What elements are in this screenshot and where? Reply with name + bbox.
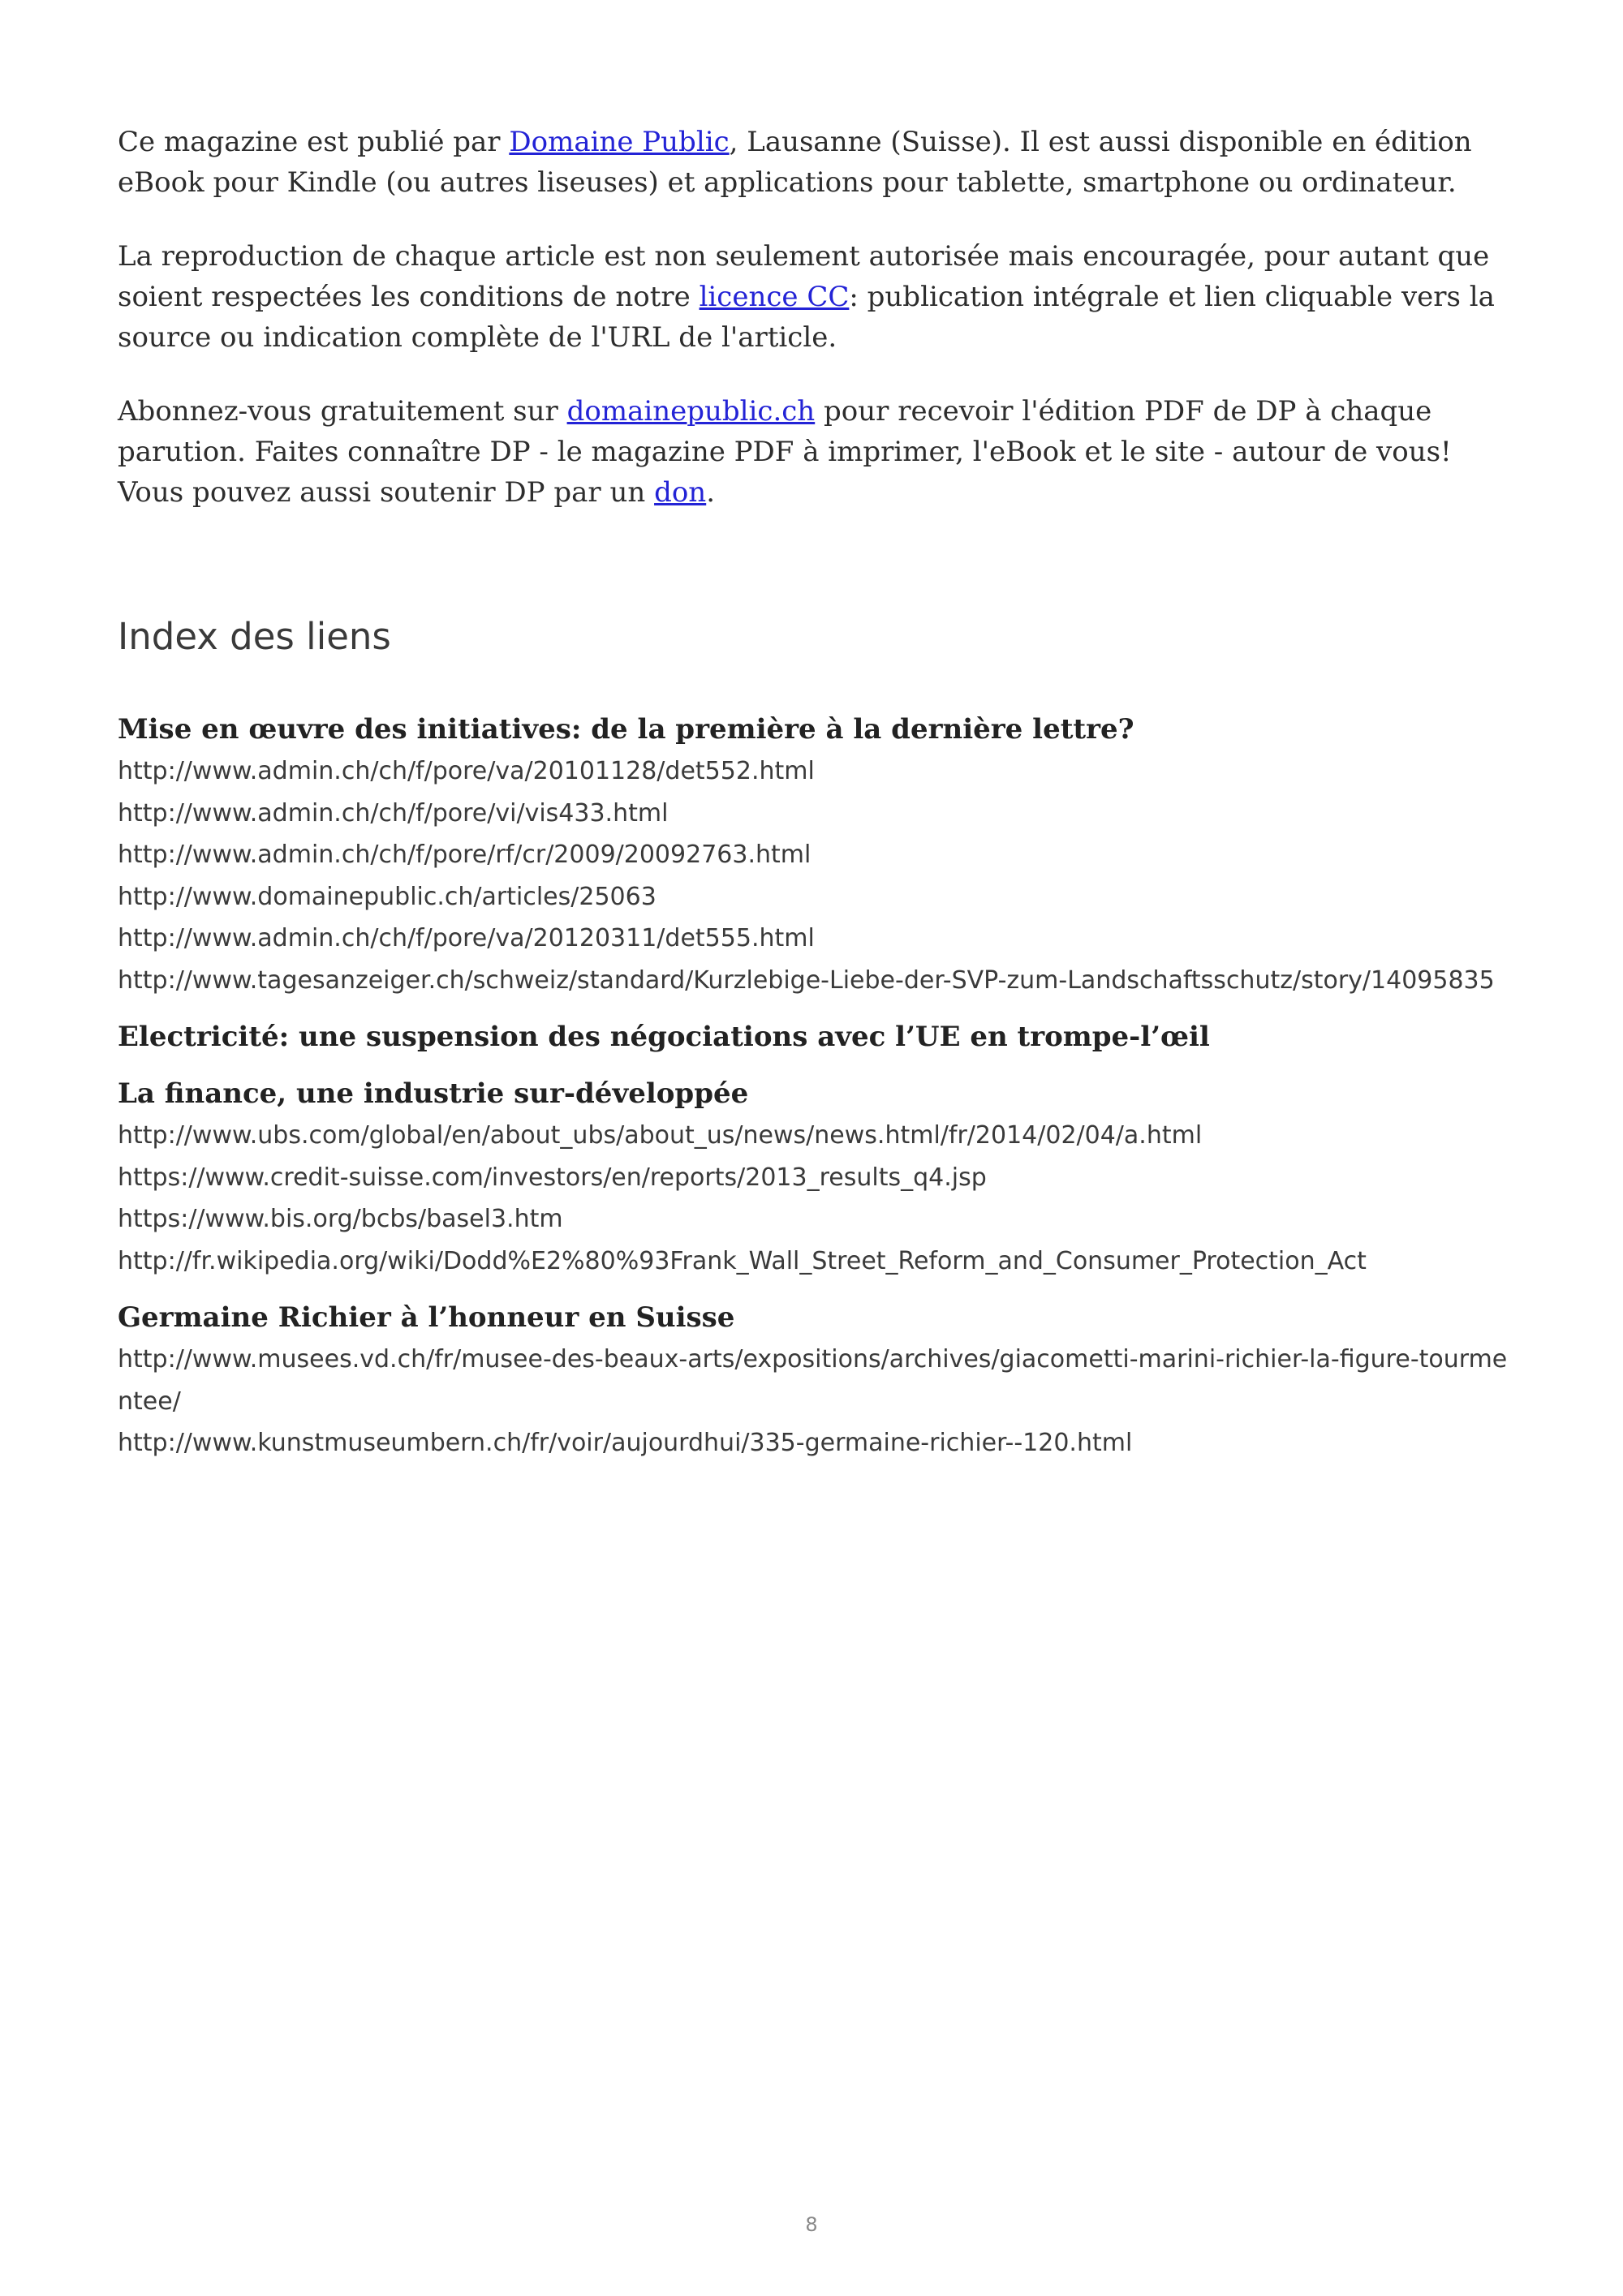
link-list — [118, 1115, 1513, 1282]
link-item[interactable]: http://www.admin.ch/ch/f/pore/rf/cr/2009/20092763.html — [118, 841, 812, 869]
link-item[interactable]: https://www.bis.org/bcbs/basel3.htm — [118, 1205, 563, 1233]
article-title: Germaine Richier à l’honneur en Suisse — [118, 1301, 735, 1334]
link-item[interactable]: https://www.credit-suisse.com/investors/en/reports/2013_results_q4.jsp — [118, 1163, 987, 1192]
subscribe-text-end: . — [706, 476, 716, 509]
article-entry-richier — [118, 1296, 1513, 1464]
reproduction-text-start: La reproduction de chaque article est non seulement autorisée mais encouragée, pour autant que soient respectées les conditions de notre — [118, 240, 1490, 313]
subscribe-paragraph — [118, 391, 1513, 513]
link-item[interactable]: http://fr.wikipedia.org/wiki/Dodd%E2%80%93Frank_Wall_Street_Reform_and_Consumer_Protection_Act — [118, 1246, 1367, 1275]
index-title: Index des liens — [118, 615, 391, 658]
reproduction-text-end: : publication intégrale et lien cliquable vers la source ou indication complète de l'URL de l'article. — [118, 281, 1495, 354]
subscribe-text-start: Abonnez-vous gratuitement sur — [118, 395, 567, 428]
article-title: Electricité: une suspension des négociations avec l’UE en trompe-l’œil — [118, 1021, 1210, 1053]
link-list — [118, 1339, 1513, 1464]
reproduction-paragraph — [118, 236, 1513, 358]
publisher-paragraph — [118, 122, 1513, 203]
licence-cc-link[interactable]: licence CC — [699, 281, 850, 313]
subscribe-text-middle: pour recevoir l'édition PDF de DP à chaque parution. Faites connaître DP - le magazine PDF à imprimer, l'eBook et le site - autour de vous! Vous pouvez aussi soutenir DP par un — [118, 395, 1452, 509]
domaine-public-link[interactable]: Domaine Public — [509, 126, 730, 158]
link-item[interactable]: http://www.admin.ch/ch/f/pore/vi/vis433.html — [118, 798, 669, 828]
link-item[interactable]: http://www.admin.ch/ch/f/pore/va/20101128/det552.html — [118, 757, 815, 785]
publisher-text-end: , Lausanne (Suisse). Il est aussi disponible en édition eBook pour Kindle (ou autres liseuses) et applications pour tablette, smartphone ou ordinateur. — [118, 126, 1472, 199]
article-entry-electricite — [118, 1016, 1513, 1058]
page-number: 8 — [805, 2213, 818, 2236]
domainepublic-link[interactable]: domainepublic.ch — [566, 395, 816, 428]
link-index — [118, 708, 1513, 1464]
article-entry-initiatives — [118, 708, 1513, 1001]
link-item[interactable]: http://www.ubs.com/global/en/about_ubs/about_us/news/news.html/fr/2014/02/04/a.html — [118, 1121, 1203, 1150]
publisher-text-start: Ce magazine est publié par — [118, 126, 510, 158]
article-title: La finance, une industrie sur-développée — [118, 1077, 749, 1110]
link-item[interactable]: http://www.tagesanzeiger.ch/schweiz/standard/Kurzlebige-Liebe-der-SVP-zum-Landschaftsschutz/story/14095835 — [118, 965, 1495, 995]
article-title: Mise en œuvre des initiatives: de la première à la dernière lettre? — [118, 713, 1134, 746]
link-list — [118, 750, 1513, 1001]
page-content — [118, 122, 1513, 1479]
link-item[interactable]: http://www.kunstmuseumbern.ch/fr/voir/aujourdhui/335-germaine-richier--120.html — [118, 1429, 1133, 1457]
don-link[interactable]: don — [654, 476, 707, 509]
link-item[interactable]: http://www.domainepublic.ch/articles/25063 — [118, 882, 657, 911]
link-item[interactable]: http://www.musees.vd.ch/fr/musee-des-beaux-arts/expositions/archives/giacometti-marini-richier-la-figure-tourmentee/ — [118, 1345, 1508, 1416]
article-entry-finance — [118, 1073, 1513, 1282]
link-item[interactable]: http://www.admin.ch/ch/f/pore/va/20120311/det555.html — [118, 924, 815, 952]
